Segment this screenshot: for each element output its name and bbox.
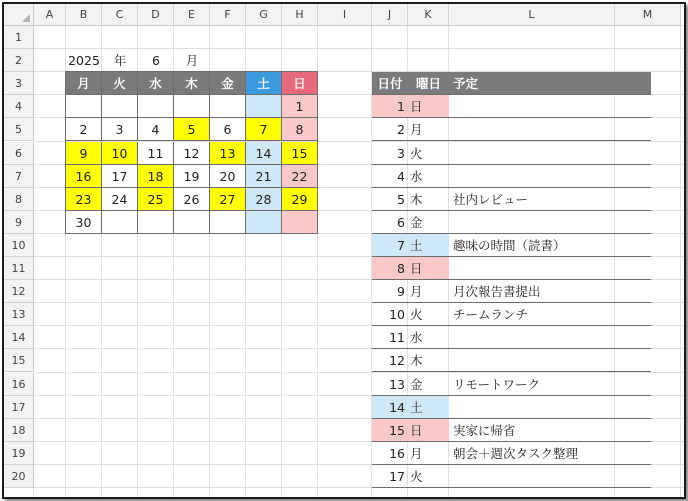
column-header-f[interactable]: F — [210, 4, 246, 26]
select-all-corner[interactable] — [4, 4, 34, 26]
schedule-date-cell[interactable]: 8 — [372, 257, 408, 280]
schedule-weekday-cell[interactable]: 日 — [408, 257, 449, 280]
calendar-weekday-header[interactable]: 水 — [138, 72, 174, 95]
schedule-plan-cell[interactable] — [449, 142, 651, 165]
calendar-year-unit[interactable]: 年 — [113, 53, 127, 69]
schedule-weekday-cell[interactable]: 月 — [408, 118, 449, 141]
schedule-date-cell[interactable]: 17 — [372, 465, 408, 488]
schedule-weekday-cell[interactable]: 木 — [408, 188, 449, 211]
row-header-18[interactable]: 18 — [4, 419, 34, 442]
schedule-plan-cell[interactable] — [449, 465, 651, 488]
schedule-date-cell[interactable]: 9 — [372, 280, 408, 303]
schedule-plan-cell[interactable]: 月次報告書提出 — [449, 280, 651, 303]
calendar-day-cell[interactable]: 5 — [174, 118, 210, 141]
row-header-3[interactable]: 3 — [4, 72, 34, 95]
column-header-b[interactable]: B — [66, 4, 102, 26]
calendar-day-cell[interactable] — [210, 95, 246, 118]
schedule-weekday-cell[interactable]: 水 — [408, 326, 449, 349]
calendar-day-cell[interactable]: 28 — [246, 188, 282, 211]
calendar-day-cell[interactable]: 29 — [282, 188, 318, 211]
schedule-date-cell[interactable]: 4 — [372, 165, 408, 188]
calendar-weekday-header[interactable]: 日 — [282, 72, 318, 95]
schedule-weekday-cell[interactable]: 月 — [408, 280, 449, 303]
schedule-plan-cell[interactable]: リモートワーク — [449, 373, 651, 396]
schedule-header-plan[interactable]: 予定 — [449, 72, 651, 95]
row-header-8[interactable]: 8 — [4, 188, 34, 211]
row-header-13[interactable]: 13 — [4, 303, 34, 326]
row-header-12[interactable]: 12 — [4, 280, 34, 303]
calendar-day-cell[interactable] — [138, 211, 174, 234]
column-header-g[interactable]: G — [246, 4, 282, 26]
calendar-day-cell[interactable] — [66, 95, 102, 118]
gridline-vertical — [680, 26, 681, 499]
schedule-weekday-cell[interactable]: 火 — [408, 303, 449, 326]
column-header-k[interactable]: K — [408, 4, 449, 26]
calendar-weekday-header[interactable]: 月 — [66, 72, 102, 95]
schedule-plan-cell[interactable] — [449, 257, 651, 280]
calendar-day-cell[interactable]: 17 — [102, 165, 138, 188]
row-header-16[interactable]: 16 — [4, 373, 34, 396]
schedule-date-cell[interactable]: 16 — [372, 442, 408, 465]
calendar-day-cell[interactable]: 1 — [282, 95, 318, 118]
schedule-plan-cell[interactable] — [449, 165, 651, 188]
calendar-day-cell[interactable]: 18 — [138, 165, 174, 188]
calendar-weekday-header[interactable]: 木 — [174, 72, 210, 95]
column-header-l[interactable]: L — [449, 4, 615, 26]
schedule-plan-cell[interactable] — [449, 396, 651, 419]
column-header-a[interactable]: A — [34, 4, 66, 26]
schedule-weekday-cell[interactable]: 火 — [408, 465, 449, 488]
calendar-month[interactable]: 6 — [152, 53, 160, 69]
schedule-plan-cell[interactable] — [449, 211, 651, 234]
column-header-m[interactable]: M — [615, 4, 681, 26]
row-header-5[interactable]: 5 — [4, 118, 34, 141]
schedule-date-cell[interactable]: 15 — [372, 419, 408, 442]
schedule-date-cell[interactable]: 12 — [372, 349, 408, 372]
calendar-day-cell[interactable]: 16 — [66, 165, 102, 188]
schedule-plan-cell[interactable] — [449, 95, 651, 118]
schedule-plan-cell[interactable]: 実家に帰省 — [449, 419, 651, 442]
calendar-day-cell[interactable]: 3 — [102, 118, 138, 141]
calendar-day-cell[interactable]: 15 — [282, 142, 318, 165]
calendar-day-cell[interactable]: 25 — [138, 188, 174, 211]
row-header-7[interactable]: 7 — [4, 165, 34, 188]
calendar-day-cell[interactable]: 24 — [102, 188, 138, 211]
calendar-day-cell[interactable]: 30 — [66, 211, 102, 234]
calendar-day-cell[interactable] — [246, 95, 282, 118]
schedule-plan-cell[interactable]: 趣味の時間（読書） — [449, 234, 651, 257]
column-header-e[interactable]: E — [174, 4, 210, 26]
calendar-day-cell[interactable]: 4 — [138, 118, 174, 141]
schedule-weekday-cell[interactable]: 金 — [408, 373, 449, 396]
schedule-weekday-cell[interactable]: 火 — [408, 142, 449, 165]
schedule-header-weekday[interactable]: 曜日 — [408, 72, 449, 95]
row-header-1[interactable]: 1 — [4, 26, 34, 49]
schedule-plan-cell[interactable]: 社内レビュー — [449, 188, 651, 211]
calendar-day-cell[interactable]: 8 — [282, 118, 318, 141]
schedule-weekday-cell[interactable]: 土 — [408, 234, 449, 257]
calendar-day-cell[interactable] — [174, 95, 210, 118]
row-header-2[interactable]: 2 — [4, 49, 34, 72]
spreadsheet-window — [2, 2, 686, 499]
row-header-15[interactable]: 15 — [4, 349, 34, 372]
calendar-day-cell[interactable] — [210, 211, 246, 234]
calendar-day-cell[interactable]: 21 — [246, 165, 282, 188]
calendar-day-cell[interactable]: 13 — [210, 142, 246, 165]
column-header-c[interactable]: C — [102, 4, 138, 26]
calendar-day-cell[interactable] — [102, 211, 138, 234]
row-header-11[interactable]: 11 — [4, 257, 34, 280]
calendar-day-cell[interactable]: 19 — [174, 165, 210, 188]
column-header-j[interactable]: J — [372, 4, 408, 26]
schedule-date-cell[interactable]: 2 — [372, 118, 408, 141]
schedule-date-cell[interactable]: 10 — [372, 303, 408, 326]
row-header-6[interactable]: 6 — [4, 142, 34, 165]
row-header-17[interactable]: 17 — [4, 396, 34, 419]
schedule-weekday-cell[interactable]: 木 — [408, 349, 449, 372]
calendar-day-cell[interactable]: 2 — [66, 118, 102, 141]
calendar-day-cell[interactable]: 20 — [210, 165, 246, 188]
schedule-weekday-cell[interactable]: 金 — [408, 211, 449, 234]
row-header-9[interactable]: 9 — [4, 211, 34, 234]
schedule-plan-cell[interactable] — [449, 118, 651, 141]
schedule-date-cell[interactable]: 11 — [372, 326, 408, 349]
calendar-day-cell[interactable]: 9 — [66, 142, 102, 165]
schedule-plan-cell[interactable]: 朝会＋週次タスク整理 — [449, 442, 651, 465]
calendar-day-cell[interactable]: 14 — [246, 142, 282, 165]
schedule-header-date[interactable]: 日付 — [372, 72, 408, 95]
calendar-day-cell[interactable]: 11 — [138, 142, 174, 165]
schedule-date-cell[interactable]: 13 — [372, 373, 408, 396]
calendar-month-unit[interactable]: 月 — [185, 53, 199, 69]
calendar-day-cell[interactable]: 23 — [66, 188, 102, 211]
schedule-weekday-cell[interactable]: 水 — [408, 165, 449, 188]
schedule-date-cell[interactable]: 5 — [372, 188, 408, 211]
schedule-weekday-cell[interactable]: 日 — [408, 419, 449, 442]
calendar-day-cell[interactable]: 7 — [246, 118, 282, 141]
calendar-day-cell[interactable]: 12 — [174, 142, 210, 165]
schedule-weekday-cell[interactable]: 月 — [408, 442, 449, 465]
row-header-20[interactable]: 20 — [4, 465, 34, 488]
calendar-day-cell[interactable] — [174, 211, 210, 234]
column-header-d[interactable]: D — [138, 4, 174, 26]
row-header-14[interactable]: 14 — [4, 326, 34, 349]
schedule-weekday-cell[interactable]: 日 — [408, 95, 449, 118]
schedule-date-cell[interactable]: 14 — [372, 396, 408, 419]
calendar-day-cell[interactable] — [102, 95, 138, 118]
select-all-triangle-icon — [22, 14, 30, 22]
schedule-date-cell[interactable]: 7 — [372, 234, 408, 257]
calendar-day-cell[interactable]: 26 — [174, 188, 210, 211]
row-header-10[interactable]: 10 — [4, 234, 34, 257]
schedule-weekday-cell[interactable]: 土 — [408, 396, 449, 419]
column-header-i[interactable]: I — [318, 4, 372, 26]
calendar-year[interactable]: 2025 — [68, 53, 100, 69]
schedule-date-cell[interactable]: 1 — [372, 95, 408, 118]
calendar-day-cell[interactable]: 27 — [210, 188, 246, 211]
schedule-date-cell[interactable]: 3 — [372, 142, 408, 165]
calendar-weekday-header[interactable]: 土 — [246, 72, 282, 95]
calendar-day-cell[interactable] — [282, 211, 318, 234]
schedule-date-cell[interactable]: 6 — [372, 211, 408, 234]
column-header-h[interactable]: H — [282, 4, 318, 26]
calendar-weekday-header[interactable]: 金 — [210, 72, 246, 95]
row-header-19[interactable]: 19 — [4, 442, 34, 465]
schedule-plan-cell[interactable] — [449, 349, 651, 372]
row-header-4[interactable]: 4 — [4, 95, 34, 118]
calendar-day-cell[interactable]: 6 — [210, 118, 246, 141]
schedule-plan-cell[interactable] — [449, 326, 651, 349]
calendar-day-cell[interactable]: 22 — [282, 165, 318, 188]
schedule-plan-cell[interactable]: チームランチ — [449, 303, 651, 326]
calendar-day-cell[interactable] — [138, 95, 174, 118]
calendar-weekday-header[interactable]: 火 — [102, 72, 138, 95]
calendar-day-cell[interactable] — [246, 211, 282, 234]
calendar-day-cell[interactable]: 10 — [102, 142, 138, 165]
